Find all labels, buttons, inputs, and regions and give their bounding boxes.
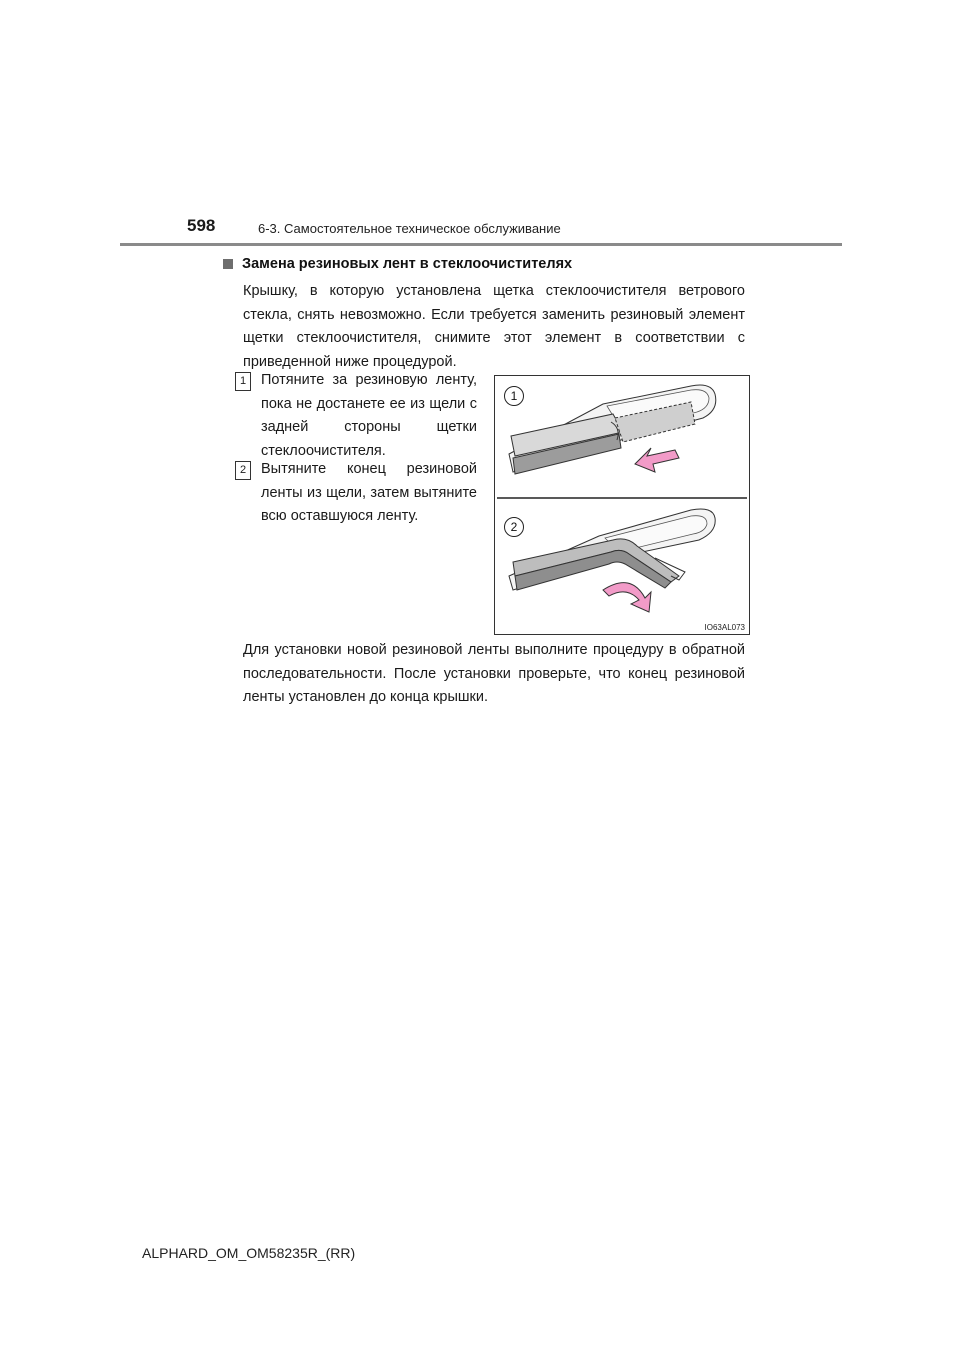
- step-text-1: Потяните за резиновую ленту, пока не достанете ее из щели с задней стороны щетки стеклоочистителя.: [261, 372, 477, 459]
- section-title: 6-3. Самостоятельное техническое обслуживание: [258, 221, 561, 236]
- step-1: [235, 369, 477, 463]
- step-2: [235, 458, 477, 529]
- wiper-illustration: [494, 375, 750, 635]
- page-number: 598: [187, 216, 216, 235]
- wiper-blade-1: [509, 385, 716, 474]
- wiper-drawing: [495, 376, 749, 634]
- subsection-heading-text: Замена резиновых лент в стеклоочистителях: [242, 256, 573, 272]
- figure-label-2: 2: [504, 517, 524, 537]
- outro-paragraph: Для установки новой резиновой ленты выполните процедуру в обратной последовательности. После установки проверьте, что конец резиновой ленты установлен до конца крышки.: [243, 642, 745, 705]
- step-text-2: Вытяните конец резиновой ленты из щели, затем вытяните всю оставшуюся ленту.: [261, 461, 477, 524]
- figure-code: IO63AL073: [704, 623, 745, 632]
- pull-arrow-2: [603, 583, 651, 612]
- footer-doc-id: ALPHARD_OM_OM58235R_(RR): [142, 1245, 356, 1261]
- step-number-1: 1: [235, 372, 251, 391]
- bullet-square-icon: [223, 259, 233, 269]
- figure-label-1: 1: [504, 386, 524, 406]
- intro-paragraph: Крышку, в которую установлена щетка стеклоочистителя ветрового стекла, снять невозможно. Если требуется заменить резиновый элемент щетки стеклоочистителя, снимите этот элемент в соответствии с приведенной ниже процедурой.: [243, 283, 745, 370]
- wiper-blade-2: [509, 509, 715, 590]
- step-number-2: 2: [235, 461, 251, 480]
- header-divider: [120, 243, 842, 246]
- subsection-heading: [223, 256, 572, 272]
- pull-arrow-1: [635, 448, 679, 472]
